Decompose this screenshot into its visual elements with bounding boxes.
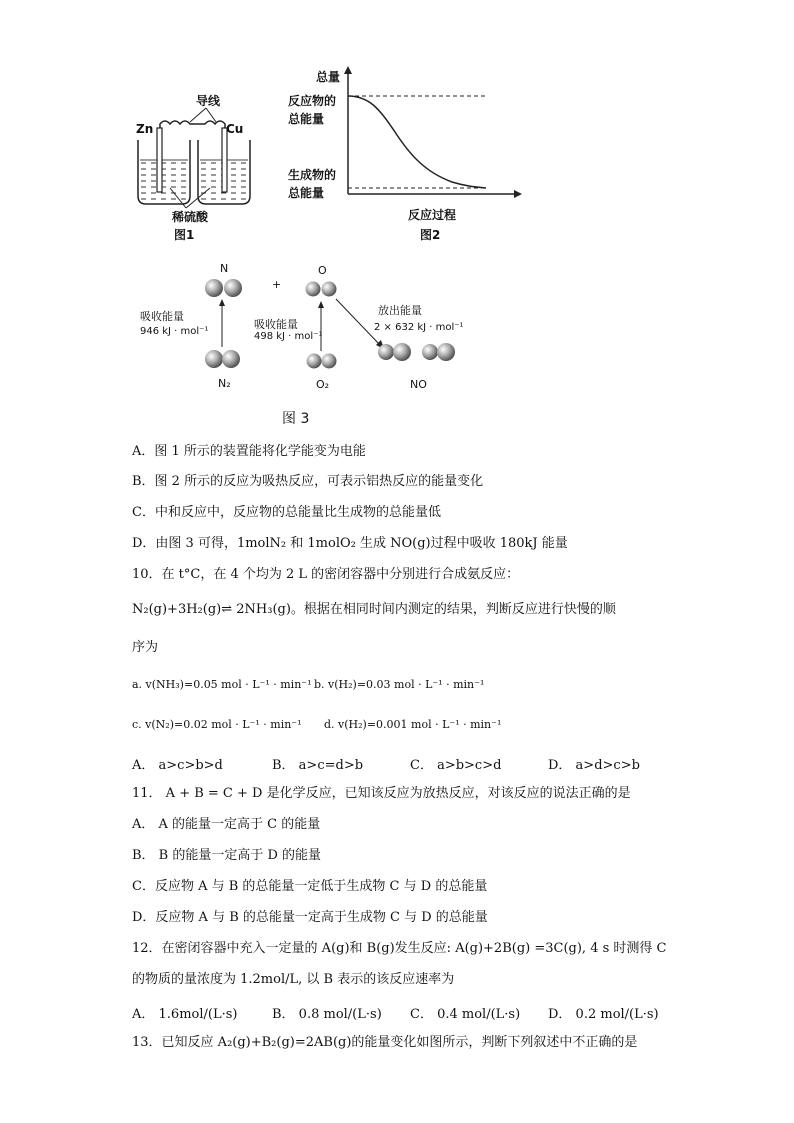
- fig3-release-label: 放出能量: [378, 304, 422, 317]
- q11-option-d: D．反应物 A 与 B 的总能量一定高于生成物 C 与 D 的总能量: [132, 910, 488, 925]
- q11-option-b: B． B 的能量一定高于 D 的能量: [132, 848, 322, 863]
- q11-option-c: C．反应物 A 与 B 的总能量一定低于生成物 C 与 D 的总能量: [132, 879, 488, 894]
- q12-stem-1: 12．在密闭容器中充入一定量的 A(g)和 B(g)发生反应: A(g)+2B(g) =3C(g), 4 s 时测得 C: [132, 941, 667, 956]
- fig2-product-label-2: 总能量: [288, 186, 325, 200]
- q10-stem-3: 序为: [132, 640, 159, 655]
- fig2-y-axis-label: 总量: [316, 70, 341, 84]
- q12-option-c: C． 0.4 mol/(L·s): [410, 1007, 521, 1022]
- fig1-caption: 图1: [174, 228, 195, 242]
- q10-option-b: B． a>c=d>b: [272, 758, 364, 773]
- q10-rate-a: a. v(NH₃)=0.05 mol · L⁻¹ · min⁻¹: [132, 678, 312, 691]
- figure-2: [340, 60, 530, 210]
- q9-option-b: B．图 2 所示的反应为吸热反应，可表示铝热反应的能量变化: [132, 474, 484, 489]
- fig3-atom-n: N: [220, 262, 229, 275]
- q10-option-a: A． a>c>b>d: [132, 758, 223, 773]
- q12-stem-2: 的物质的量浓度为 1.2mol/L, 以 B 表示的该反应速率为: [132, 972, 455, 987]
- q9-option-d: D．由图 3 可得，1molN₂ 和 1molO₂ 生成 NO(g)过程中吸收 180kJ 能量: [132, 536, 568, 551]
- q10-rate-b: b. v(H₂)=0.03 mol · L⁻¹ · min⁻¹: [314, 678, 485, 691]
- q11-stem: 11． A + B = C + D 是化学反应，已知该反应为放热反应，对该反应的说法正确的是: [132, 786, 631, 801]
- q13-stem: 13．已知反应 A₂(g)+B₂(g)=2AB(g)的能量变化如图所示，判断下列叙述中不正确的是: [132, 1035, 638, 1050]
- q10-stem-1: 10．在 t°C，在 4 个均为 2 L 的密闭容器中分别进行合成氨反应：: [132, 567, 520, 582]
- q12-option-d: D． 0.2 mol/(L·s): [548, 1007, 659, 1022]
- fig2-product-label-1: 生成物的: [288, 168, 337, 182]
- fig1-zn-label: Zn: [136, 122, 154, 136]
- q10-rate-d: d. v(H₂)=0.001 mol · L⁻¹ · min⁻¹: [324, 718, 502, 731]
- q11-option-a: A． A 的能量一定高于 C 的能量: [132, 817, 321, 832]
- q10-equation: N₂(g)+3H₂(g)⇌ 2NH₃(g): [132, 602, 291, 617]
- q12-option-b: B． 0.8 mol/(L·s): [272, 1007, 382, 1022]
- fig3-mol-o2: O₂: [316, 378, 330, 391]
- fig2-reactant-label-2: 总能量: [288, 112, 325, 126]
- q10-option-d: D． a>d>c>b: [548, 758, 640, 773]
- q10-stem-2: [132, 601, 616, 619]
- fig3-absorb-1-value: 946 kJ · mol⁻¹: [140, 326, 209, 337]
- q10-rate-c: c. v(N₂)=0.02 mol · L⁻¹ · min⁻¹: [132, 718, 302, 731]
- q12-option-a: A． 1.6mol/(L·s): [132, 1007, 238, 1022]
- fig3-absorb-2-label: 吸收能量: [254, 318, 298, 331]
- fig1-solution-label: 稀硫酸: [172, 210, 209, 224]
- fig3-release-value: 2 × 632 kJ · mol⁻¹: [374, 322, 464, 333]
- q9-option-c: C．中和反应中，反应物的总能量比生成物的总能量低: [132, 505, 441, 520]
- fig3-mol-n2: N₂: [218, 377, 231, 390]
- fig2-reactant-label-1: 反应物的: [288, 94, 337, 108]
- fig3-mol-no: NO: [410, 378, 427, 391]
- fig3-absorb-1-label: 吸收能量: [140, 310, 184, 323]
- fig3-atom-o: O: [318, 264, 327, 277]
- fig3-plus: +: [272, 278, 282, 291]
- q9-option-a: A．图 1 所示的装置能将化学能变为电能: [132, 444, 366, 459]
- fig3-caption: 图 3: [282, 411, 310, 427]
- q10-option-c: C． a>b>c>d: [410, 758, 502, 773]
- fig2-x-axis-label: 反应过程: [408, 208, 457, 222]
- q10-stem-2-tail: 。根据在相同时间内测定的结果，判断反应进行快慢的顺: [290, 602, 616, 617]
- fig2-caption: 图2: [420, 228, 441, 242]
- fig1-cu-label: Cu: [226, 122, 244, 136]
- energy-profile-diagram: [340, 60, 530, 210]
- fig1-wire-label: 导线: [196, 94, 221, 108]
- fig3-absorb-2-value: 498 kJ · mol⁻¹: [254, 331, 323, 342]
